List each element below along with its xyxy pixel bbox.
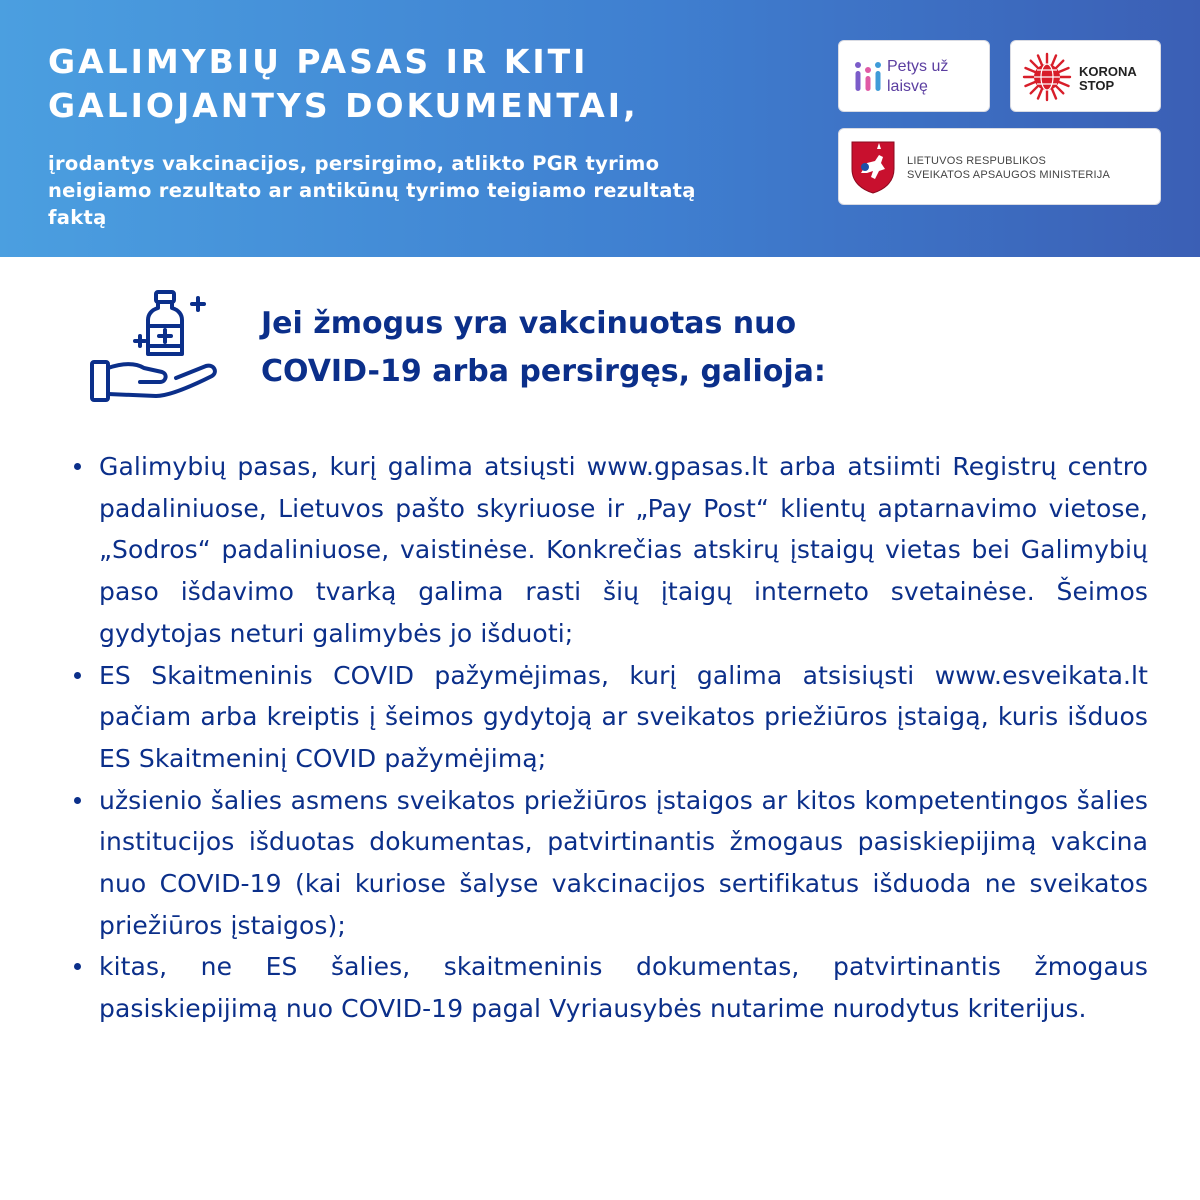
hand-holding-vaccine-icon (86, 288, 226, 408)
title-line-2: GALIOJANTYS DOKUMENTAI, (48, 86, 639, 125)
korona-logo-text: KORONA STOP (1079, 64, 1137, 93)
list-item (62, 780, 1148, 947)
section-heading-line-1: Jei žmogus yra vakcinuotas nuo (261, 306, 797, 341)
korona-stop-logo (1010, 40, 1161, 112)
page-title (48, 40, 808, 128)
header-banner (0, 0, 1200, 257)
list-item-text: ES Skaitmeninis COVID pažymėjimas, kurį galima atsisiųsti www.esveikata.lt pačiam arba kreiptis į šeimos gydytoją ar sveikatos priežiūros įstaigą, kuris išduos ES Skaitmeninį COVID pažymėjimą; (99, 660, 1148, 773)
petys-uz-laisve-logo (838, 40, 990, 112)
list-item-text: kitas, ne ES šalies, skaitmeninis dokumentas, patvirtinantis žmogaus pasiskiepijimą nuo COVID-19 pagal Vyriausybės nutarime nurodytus kriterijus. (99, 952, 1148, 1024)
bullet-dot-icon (74, 672, 81, 679)
page-subtitle: įrodantys vakcinacijos, persirgimo, atlikto PGR tyrimo neigiamo rezultato ar antikūnų tyrimo teigiamo rezultatą faktą (48, 152, 696, 229)
section-heading (261, 300, 961, 396)
bullet-dot-icon (74, 963, 81, 970)
vytis-coat-of-arms-icon (849, 139, 897, 195)
list-item (62, 946, 1148, 1029)
petys-people-icon (853, 61, 883, 93)
sam-logo-text: LIETUVOS RESPUBLIKOS SVEIKATOS APSAUGOS MINISTERIJA (907, 155, 1111, 181)
list-item-text: užsienio šalies asmens sveikatos priežiūros įstaigos ar kitos kompetentingos šalies institucijos išduotas dokumentas, patvirtinantis žmogaus pasiskiepijimą vakcina nuo COVID-19 (kai kuriose šalyse vakcinacijos sertifikatus išduoda ne sveikatos priežiūros įstaigos); (99, 785, 1148, 940)
section-heading-line-2: COVID-19 arba persirgęs, galioja: (261, 354, 826, 389)
bullet-dot-icon (74, 463, 81, 470)
list-item-text: Galimybių pasas, kurį galima atsiųsti www.gpasas.lt arba atsiimti Registrų centro padaliniuose, Lietuvos pašto skyriuose ir „Pay Post“ klientų aptarnavimo vietose, „Sodros“ padaliniuose, vaistinėse. Konkrečias atskirų įstaigų vietas bei Galimybių paso išdavimo tvarką galima rasti šių įtaigų interneto svetainėse. Šeimos gydytojas neturi galimybės jo išduoti; (99, 452, 1148, 648)
list-item (62, 446, 1148, 655)
bullet-dot-icon (74, 797, 81, 804)
petys-logo-text: Petys už laisvę (887, 58, 949, 95)
title-line-1: GALIMYBIŲ PASAS IR KITI (48, 42, 589, 81)
list-item (62, 655, 1148, 780)
document-list (62, 446, 1148, 1030)
korona-virus-icon (1021, 51, 1073, 103)
sam-ministry-logo (838, 128, 1161, 205)
